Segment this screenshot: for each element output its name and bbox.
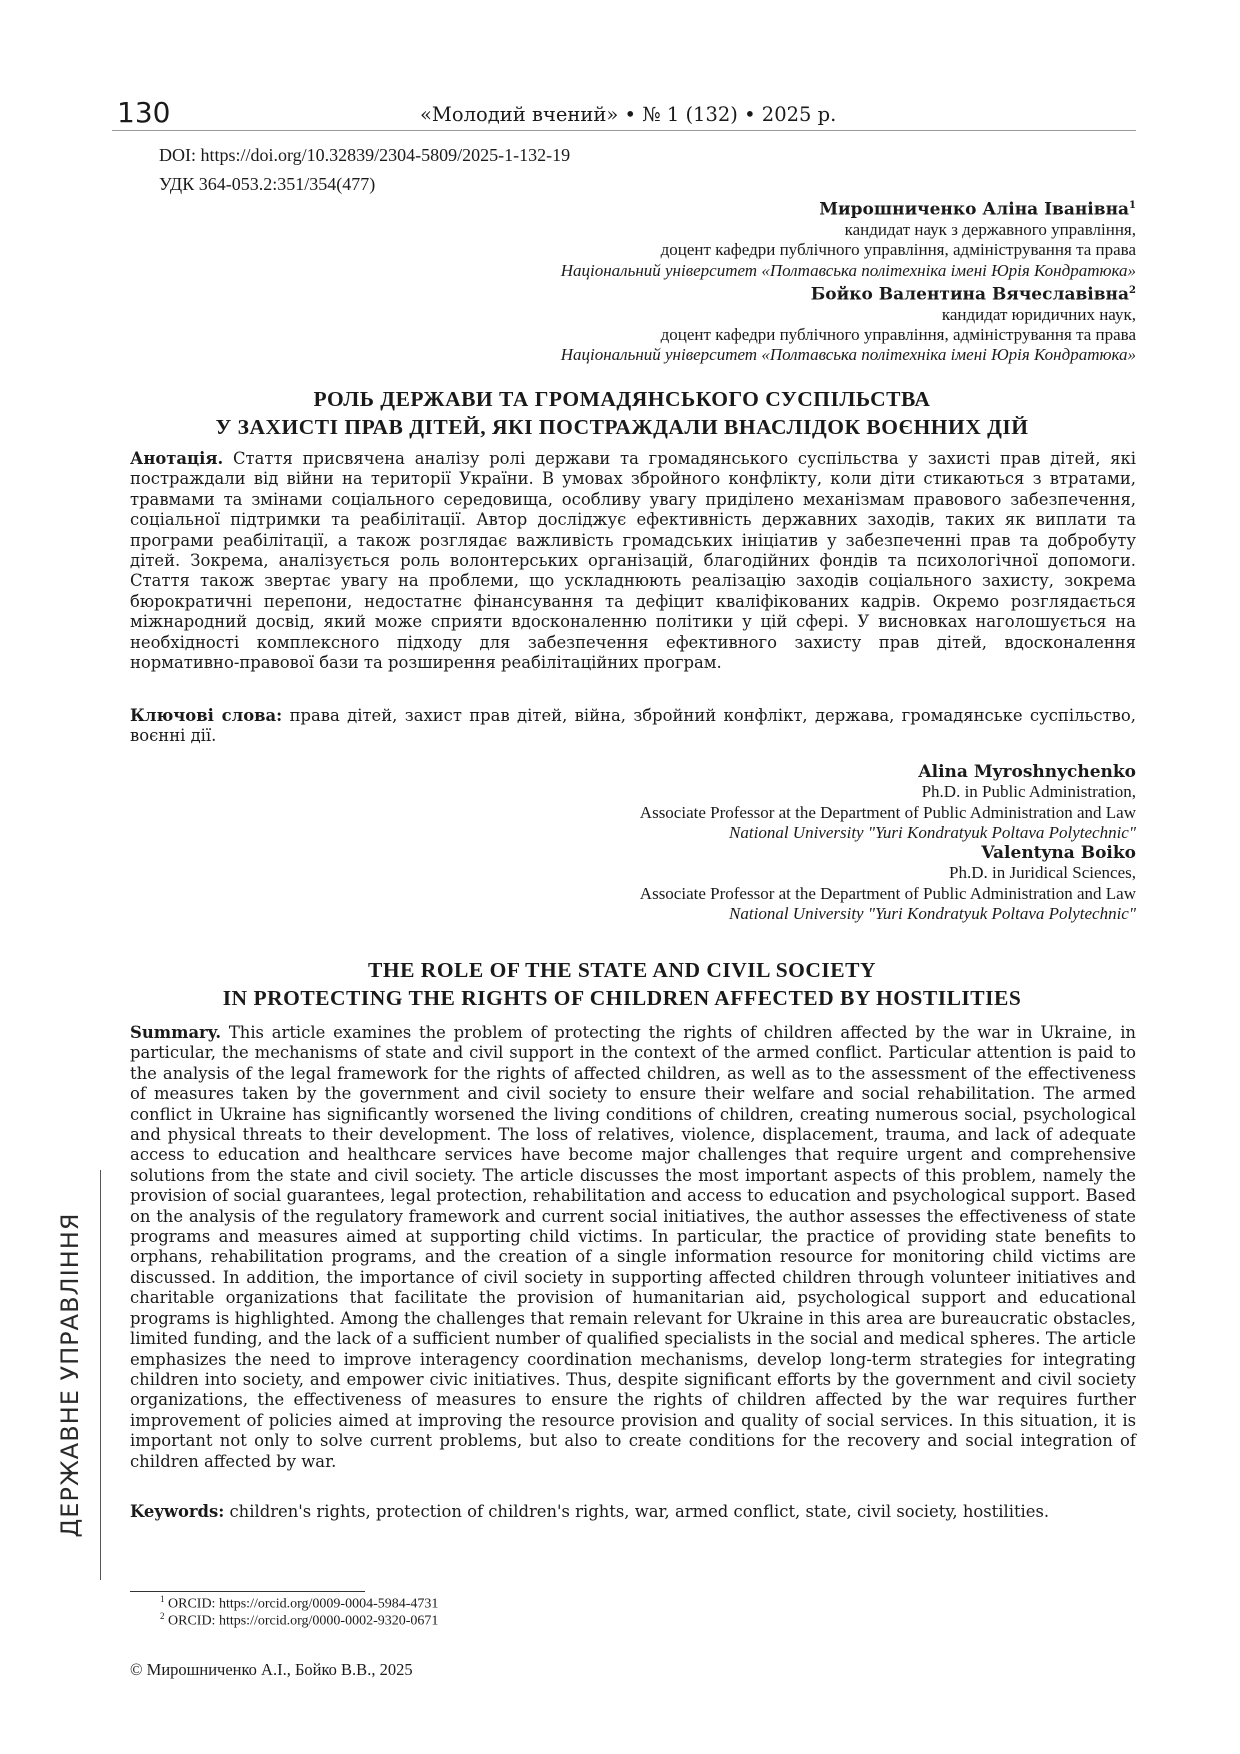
keywords-text: children's rights, protection of children's rights, war, armed conflict, state, civil society, hostilities. xyxy=(229,1502,1050,1521)
keywords-english xyxy=(130,1502,1136,1522)
page-number: 130 xyxy=(117,96,171,129)
authors-ukrainian xyxy=(561,196,1136,366)
author-position: доцент кафедри публічного управління, адміністрування та права xyxy=(660,240,1136,260)
title-line: IN PROTECTING THE RIGHTS OF CHILDREN AFFECTED BY HOSTILITIES xyxy=(222,986,1022,1010)
article-title-english xyxy=(110,956,1134,1012)
running-head: «Молодий вчений» • № 1 (132) • 2025 р. xyxy=(420,103,837,126)
keywords-text: права дітей, захист прав дітей, війна, збройний конфлікт, держава, громадянське суспільство, воєнні дії. xyxy=(130,706,1136,746)
doi-line: DOI: https://doi.org/10.32839/2304-5809/2025-1-132-19 xyxy=(159,145,571,165)
summary-english xyxy=(130,1023,1136,1472)
author-position: Associate Professor at the Department of Public Administration and Law xyxy=(639,802,1136,822)
author-institution: Національний університет «Полтавська політехніка імені Юрія Кондратюка» xyxy=(560,260,1136,280)
author-institution: Національний університет «Полтавська політехніка імені Юрія Кондратюка» xyxy=(560,345,1136,365)
article-title-ukrainian xyxy=(110,385,1134,441)
author-position: доцент кафедри публічного управління, адміністрування та права xyxy=(660,325,1136,345)
author-degree: кандидат юридичних наук, xyxy=(941,304,1136,324)
copyright-line: © Мирошниченко А.І., Бойко В.В., 2025 xyxy=(130,1660,413,1679)
section-side-label: ДЕРЖАВНЕ УПРАВЛІННЯ xyxy=(56,1212,84,1538)
author-degree: Ph.D. in Juridical Sciences, xyxy=(949,863,1136,883)
author-degree: Ph.D. in Public Administration, xyxy=(921,782,1136,802)
udk-line: УДК 364-053.2:351/354(477) xyxy=(159,174,376,194)
header-divider xyxy=(112,130,1136,131)
keywords-label: Keywords: xyxy=(130,1502,225,1521)
summary-label: Summary. xyxy=(130,1023,222,1042)
abstract-text: Стаття присвячена аналізу ролі держави та громадянського суспільства у захисті прав дітей, які постраждали від війни на території України. В умовах збройного конфлікту, коли діти стикаються з втратами, травмами та змінами соціального середовища, особливу увагу приділено механізмам правового забезпечення, соціальної підтримки та реабілітації. Автор досліджує ефективність державних заходів, таких як виплати та програми реабілітації, а також розглядає важливість громадських ініціатив у забезпеченні прав та добробуту дітей. Зокрема, аналізується роль волонтерських організацій, благодійних фондів та психологічної допомоги. Стаття також звертає увагу на проблеми, що ускладнюють реалізацію заходів соціального захисту, зокрема бюрократичні перепони, недостатнє фінансування та дефіцит кваліфікованих кадрів. Окремо розглядається міжнародний досвід, який може сприяти вдосконаленню політики у цій сфері. У висновках наголошується на необхідності комплексного підходу для забезпечення ефективного захисту прав дітей, вдосконалення нормативно-правової бази та розширення реабілітаційних програм. xyxy=(130,449,1136,673)
keywords-ukrainian xyxy=(130,706,1136,747)
section-side-rule xyxy=(100,1170,101,1580)
author-institution: National University "Yuri Kondratyuk Poltava Polytechnic" xyxy=(729,904,1136,924)
author-name: Бойко Валентина Вячеславівна$^2$ xyxy=(810,284,1136,305)
abstract-label: Анотація. xyxy=(130,449,224,468)
author-name: Мирошниченко Аліна Іванівна$^1$ xyxy=(819,199,1136,220)
title-line: У ЗАХИСТІ ПРАВ ДІТЕЙ, ЯКІ ПОСТРАЖДАЛИ ВНАСЛІДОК ВОЄННИХ ДІЙ xyxy=(215,415,1029,439)
author-name: Alina Myroshnychenko xyxy=(918,762,1136,782)
author-position: Associate Professor at the Department of Public Administration and Law xyxy=(639,883,1136,903)
footnote-divider xyxy=(130,1591,365,1592)
author-institution: National University "Yuri Kondratyuk Poltava Polytechnic" xyxy=(729,822,1136,842)
keywords-label: Ключові слова: xyxy=(130,706,283,725)
summary-text: This article examines the problem of protecting the rights of children affected by the war in Ukraine, in particular, the mechanisms of state and civil support in the context of the armed conflict. Particular attention is paid to the analysis of the legal framework for the rights of affected children, as well as to the assessment of the effectiveness of measures taken by the government and civil society to ensure their welfare and social rehabilitation. The armed conflict in Ukraine has significantly worsened the living conditions of children, creating numerous social, psychological and physical threats to their development. The loss of relatives, violence, displacement, trauma, and lack of adequate access to education and healthcare services have become major challenges that require urgent and comprehensive solutions from the state and civil society. The article discusses the most important aspects of this problem, namely the provision of social guarantees, legal protection, rehabilitation and access to education and psychological support. Based on the analysis of the regulatory framework and current social initiatives, the author assesses the effectiveness of state programs and measures aimed at supporting child victims. In particular, the practice of providing state benefits to orphans, rehabilitation programs, and the creation of a single information resource for monitoring child victims are discussed. In addition, the importance of civil society in supporting affected children through volunteer initiatives and charitable organizations that facilitate the provision of humanitarian aid, psychological support and educational programs is highlighted. Among the challenges that remain relevant for Ukraine in this area are bureaucratic obstacles, limited funding, and the lack of a sufficient number of qualified specialists in the social and medical spheres. The article emphasizes the need to improve interagency coordination mechanisms, develop long-term strategies for integrating children into society, and empower civic initiatives. Thus, despite significant efforts by the government and civil society organizations, the effectiveness of measures to ensure the rights of children affected by the war requires further improvement of policies aimed at improving the resource provision and quality of social services. In this situation, it is important not only to solve current problems, but also to create conditions for the recovery and social integration of children affected by war. xyxy=(130,1023,1136,1471)
authors-english xyxy=(640,762,1136,924)
abstract-ukrainian xyxy=(130,449,1136,673)
author-name: Valentyna Boiko xyxy=(981,843,1136,864)
footnote: $^1$ ORCID: https://orcid.org/0009-0004-5984-4731 xyxy=(160,1594,439,1612)
title-line: РОЛЬ ДЕРЖАВИ ТА ГРОМАДЯНСЬКОГО СУСПІЛЬСТВА xyxy=(313,387,931,411)
title-line: THE ROLE OF THE STATE AND CIVIL SOCIETY xyxy=(368,958,876,982)
author-degree: кандидат наук з державного управління, xyxy=(844,219,1136,239)
footnote: $^2$ ORCID: https://orcid.org/0000-0002-9320-0671 xyxy=(160,1611,439,1629)
